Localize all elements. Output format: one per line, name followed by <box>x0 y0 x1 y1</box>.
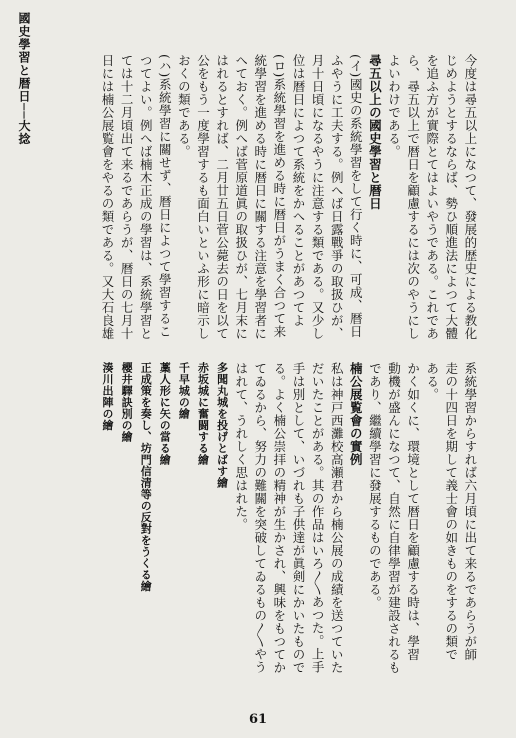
item-ro-line-5: 公をもう一度學習するも面白いといふ形に暗示し <box>195 54 211 340</box>
body-line-6: はれて、うれしく思はれた。 <box>233 362 249 531</box>
para-line-1: かく如くに、環境として暦日を顧慮する時は、學習 <box>405 362 421 661</box>
item-ro-line-4: はれるとすれば、二月廿五日菅公薨去の日を以て <box>214 54 230 340</box>
item-ha-line-3: ては十二月頃出て来るであらうが、暦日の七月十 <box>119 54 135 340</box>
intro-line-5: よいわけである。 <box>386 54 402 158</box>
work-3: 千早城の繪 <box>177 362 191 420</box>
running-head: 國史學習と暦日──大捻 <box>17 12 31 146</box>
item-i-line-4: 位は暦日によつて系統をかへることがあつてよ <box>291 54 306 327</box>
para-line-2: 動機が盛んになつて、自然に自律學習が建設されるも <box>386 362 402 674</box>
cont-line-2: 走の十四日を期して義士會の如きものをするの類で <box>443 362 459 661</box>
intro-line-1: 今度は尋五以上になつて、發展的歴史による教化 <box>462 54 478 340</box>
cont-line-3: ある。 <box>424 362 440 401</box>
item-ro-line-6: おくの類である。 <box>176 54 192 158</box>
item-ha-line-4: 日には楠公展覧會をやるの類である。又大石良雄 <box>100 54 115 340</box>
body-line-5: てゐるから、努力の難關を突破してゐるもの〳〵やう <box>252 362 268 674</box>
section-heading-2: 楠公展覧會の實例 <box>348 362 364 466</box>
work-1: 多聞丸城を投げとばす繪 <box>215 362 229 489</box>
item-i-line-3: 月十日頃になるやうに注意する類である。又少し <box>310 54 326 340</box>
item-ro-line-1: (ロ)系統學習を進める時に暦日がうまく合つて来 <box>271 54 287 338</box>
work-4: 藁人形に矢の當る繪 <box>158 362 172 466</box>
body-line-2: だいたことがある。其の作品はいろ〳〵あつた。上手 <box>310 362 326 674</box>
item-ha-line-1: (ハ)系統學習に關せず、暦日によつて學習するこ <box>157 54 173 338</box>
body-line-4: る。よく楠公崇拝の精神が生かされ、興味をもつてか <box>271 362 287 674</box>
para-line-3: であり、繼續學習に發展するものである。 <box>367 362 383 609</box>
work-2: 赤坂城に奮闘する繪 <box>196 362 210 466</box>
body-line-1: 私は神戸西灘校高瀬君から楠公展の成績を送つていた <box>329 362 345 674</box>
page-number: 61 <box>248 712 268 727</box>
work-7: 湊川出陣の繪 <box>101 362 114 431</box>
item-ro-line-3: へておく。例へば菅原道眞の取扱ひが、七月末に <box>233 54 249 340</box>
item-ro-line-2: 統學習を進める時に暦日に關する注意を學習者に <box>252 54 268 340</box>
intro-line-2: じめようとするならば、勢ひ順進法によつて大體 <box>443 54 459 340</box>
work-5: 正成策を奏し、坊門信清等の反對をうくる繪 <box>139 362 153 592</box>
body-line-3: 手は別として、いづれも子供達が眞剣にかいたもので <box>291 362 306 674</box>
item-i-line-2: ふやうに工夫する。例へば日露戰爭の取扱ひが、 <box>329 54 345 340</box>
intro-line-4: ら、尋五以上で暦日を顧慮するには次のやうにし <box>405 54 421 340</box>
intro-line-3: を追ふ方が實際とてはよいやうである。これであ <box>424 54 440 340</box>
section-heading-1: 尋五以上の國史學習と暦日 <box>367 54 383 210</box>
item-i-line-1: (イ)國史の系統學習をして行く時に、可成、暦日 <box>348 54 364 338</box>
item-ha-line-2: つてよい。例へば楠木正成の學習は、系統學習と <box>138 54 154 340</box>
cont-line-1: 系統學習からすれば六月頃に出て来るであらうが師 <box>462 362 478 661</box>
work-6: 櫻井驛訣別の繪 <box>120 362 134 443</box>
